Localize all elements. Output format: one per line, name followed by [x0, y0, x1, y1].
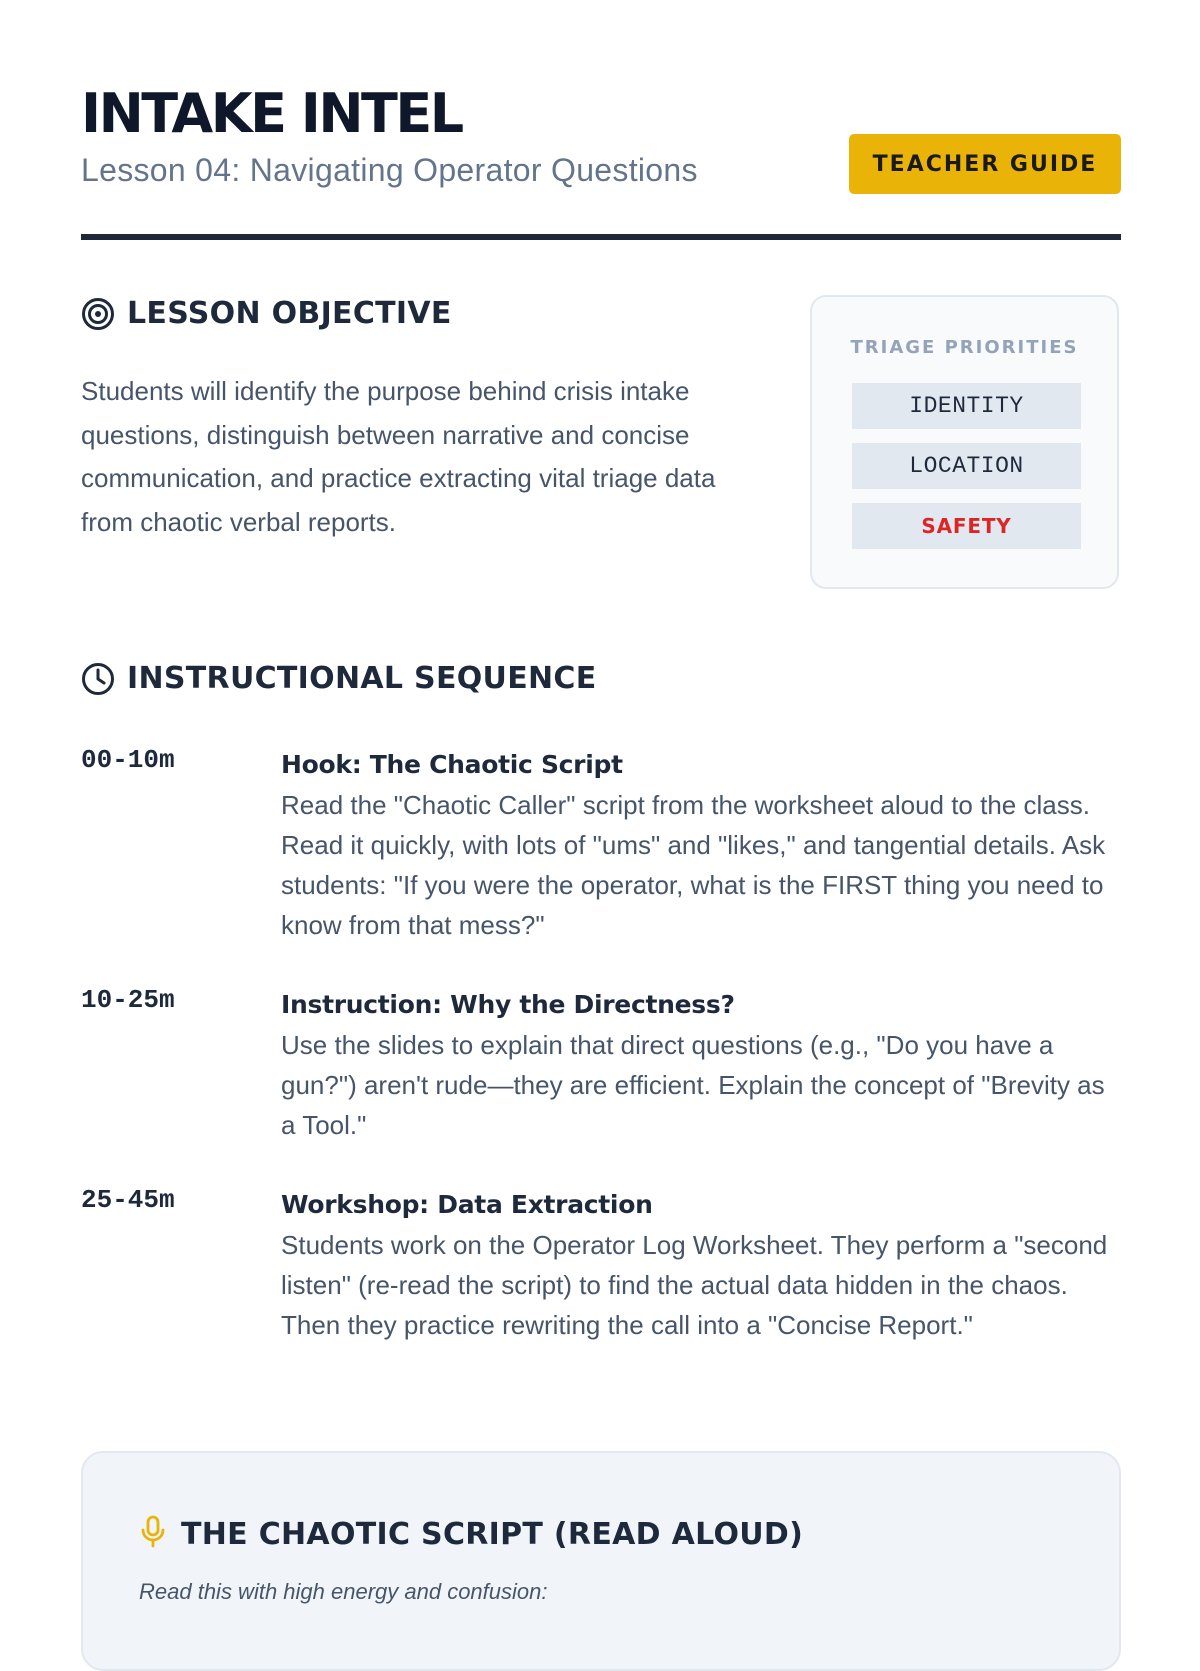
- triage-label: TRIAGE PRIORITIES: [850, 337, 1079, 358]
- step-description: Students work on the Operator Log Worksheet. They perform a "second listen" (re-read the script) to find the actual data hidden in the chaos. Then they practice rewriting the call into a "Concise Report.": [281, 1230, 1108, 1340]
- triage-item-location: LOCATION: [852, 443, 1081, 489]
- lesson-subtitle: Lesson 04: Navigating Operator Questions: [81, 152, 698, 188]
- sequence-heading: [81, 661, 597, 696]
- step-time: 10-25m: [81, 985, 175, 1015]
- objective-text: Students will identify the purpose behind crisis intake questions, distinguish between narrative and concise communication, and practice extracting vital triage data from chaotic verbal reports.: [81, 376, 716, 537]
- step-description: Read the "Chaotic Caller" script from the worksheet aloud to the class. Read it quickly, with lots of "ums" and "likes," and tangential details. Ask students: "If you were the operator, what is the FIRST thing you need to know from that mess?": [281, 790, 1106, 940]
- step-title: Instruction: Why the Directness?: [281, 990, 735, 1019]
- step-time: 00-10m: [81, 745, 175, 775]
- script-title: THE CHAOTIC SCRIPT (READ ALOUD): [181, 1517, 804, 1552]
- step-title: Workshop: Data Extraction: [281, 1190, 653, 1219]
- page-title: INTAKE INTEL: [81, 82, 462, 145]
- triage-item-safety: SAFETY: [852, 503, 1081, 549]
- teacher-guide-button[interactable]: TEACHER GUIDE: [849, 134, 1121, 194]
- chaotic-script-panel: [81, 1451, 1121, 1671]
- triage-item-identity: IDENTITY: [852, 383, 1081, 429]
- objective-title: LESSON OBJECTIVE: [127, 296, 452, 331]
- target-icon: [81, 297, 115, 331]
- clock-icon: [81, 662, 115, 696]
- script-instruction: Read this with high energy and confusion:: [139, 1579, 548, 1604]
- step-time: 25-45m: [81, 1185, 175, 1215]
- objective-heading: [81, 296, 452, 331]
- header-divider: [81, 234, 1121, 240]
- step-description: Use the slides to explain that direct questions (e.g., "Do you have a gun?") aren't rude—they are efficient. Explain the concept of "Brevity as a Tool.": [281, 1030, 1105, 1140]
- microphone-icon: [139, 1515, 167, 1554]
- script-heading: [139, 1515, 803, 1554]
- sequence-title: INSTRUCTIONAL SEQUENCE: [127, 661, 597, 696]
- triage-priorities-card: [810, 295, 1119, 589]
- lesson-page: [81, 0, 1121, 1604]
- step-title: Hook: The Chaotic Script: [281, 750, 623, 779]
